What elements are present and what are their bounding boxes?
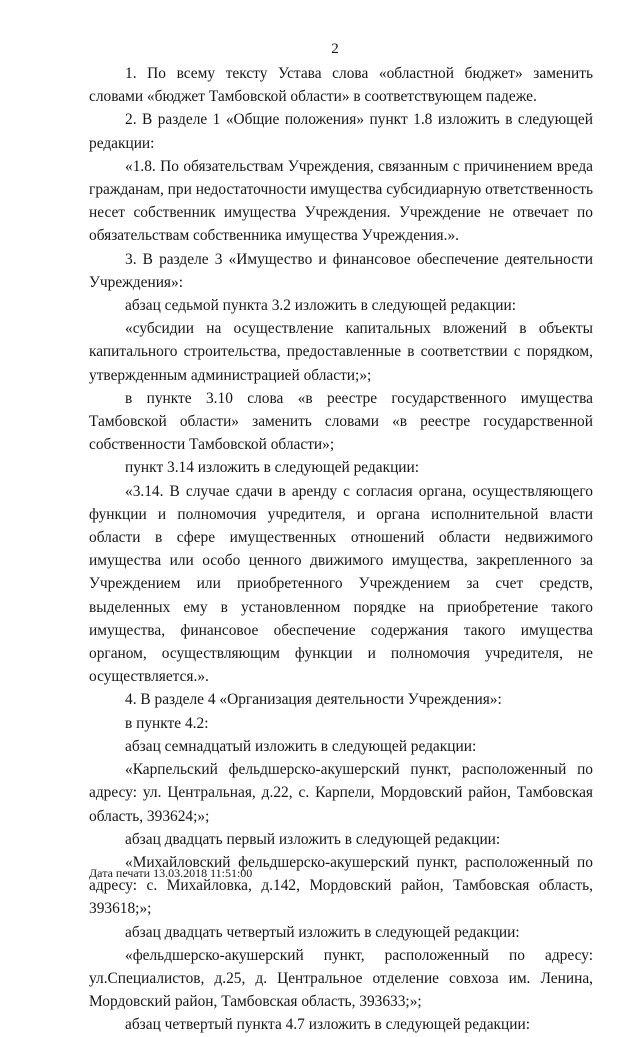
paragraph: «3.14. В случае сдачи в аренду с согласия органа, осуществляющего функции и полномочия учредителя, и органа исполнительной власти области в сфере имущественных отношений области недвижимого имущества или особо ценного движимого имущества, закрепленного за Учреждением или приобретенного Учреждением за счет средств, выделенных ему в установленном порядке на приобретение такого имущества, финансовое обеспечение содержания такого имущества органом, осуществляющим функции и полномочия учредителя, не осуществляется.». xyxy=(89,482,593,686)
paragraph: абзац семнадцатый изложить в следующей редакции: xyxy=(125,737,477,755)
paragraph: «Михайловский фельдшерско-акушерский пункт, расположенный по адресу: с. Михайловка, д.142, Мордовский район, Тамбовская область, 393618;»; xyxy=(89,853,593,918)
paragraph: 1. По всему тексту Устава слова «областной бюджет» заменить словами «бюджет Тамбовской области» в соответствующем падеже. xyxy=(89,65,593,106)
paragraph: абзац двадцать первый изложить в следующей редакции: xyxy=(125,830,501,848)
page-number: 2 xyxy=(331,41,339,57)
paragraph: абзац седьмой пункта 3.2 изложить в следующей редакции: xyxy=(125,297,517,315)
paragraph: «субсидии на осуществление капитальных вложений в объекты капитального строительства, предоставленные в соответствии с порядком, утвержденным администрацией области;»; xyxy=(89,320,593,384)
document-body xyxy=(89,62,593,1037)
paragraph: пункт 3.14 изложить в следующей редакции: xyxy=(125,459,420,477)
paragraph: в пункте 4.2: xyxy=(125,714,209,732)
paragraph: 4. В разделе 4 «Организация деятельности Учреждения»: xyxy=(125,691,502,709)
paragraph: в пункте 3.10 слова «в реестре государственного имущества Тамбовской области» заменить словами «в реестре государственной собственности Тамбовской области»; xyxy=(89,389,593,454)
print-date-footer: Дата печати 13.03.2018 11:51:00 xyxy=(89,866,253,880)
paragraph: «1.8. По обязательствам Учреждения, связанным с причинением вреда гражданам, при недостаточности имущества субсидиарную ответственность несет собственник имущества Учреждения. Учреждение не отвечает по обязательствам собственника имущества Учреждения.». xyxy=(89,157,593,245)
paragraph: 3. В разделе 3 «Имущество и финансовое обеспечение деятельности Учреждения»: xyxy=(89,250,593,291)
paragraph: абзац двадцать четвертый изложить в следующей редакции: xyxy=(125,923,520,941)
paragraph: 2. В разделе 1 «Общие положения» пункт 1.8 изложить в следующей редакции: xyxy=(89,111,593,152)
paragraph: «фельдшерско-акушерский пункт, расположенный по адресу: ул.Специалистов, д.25, д. Центральное отделение совхоза им. Ленина, Мордовский район, Тамбовская область, 393633;»; xyxy=(89,946,593,1011)
paragraph: «Карпельский фельдшерско-акушерский пункт, расположенный по адресу: ул. Центральная, д.22, с. Карпели, Мордовский район, Тамбовская область, 393624;»; xyxy=(89,761,593,825)
paragraph: абзац четвертый пункта 4.7 изложить в следующей редакции: xyxy=(125,1016,530,1034)
